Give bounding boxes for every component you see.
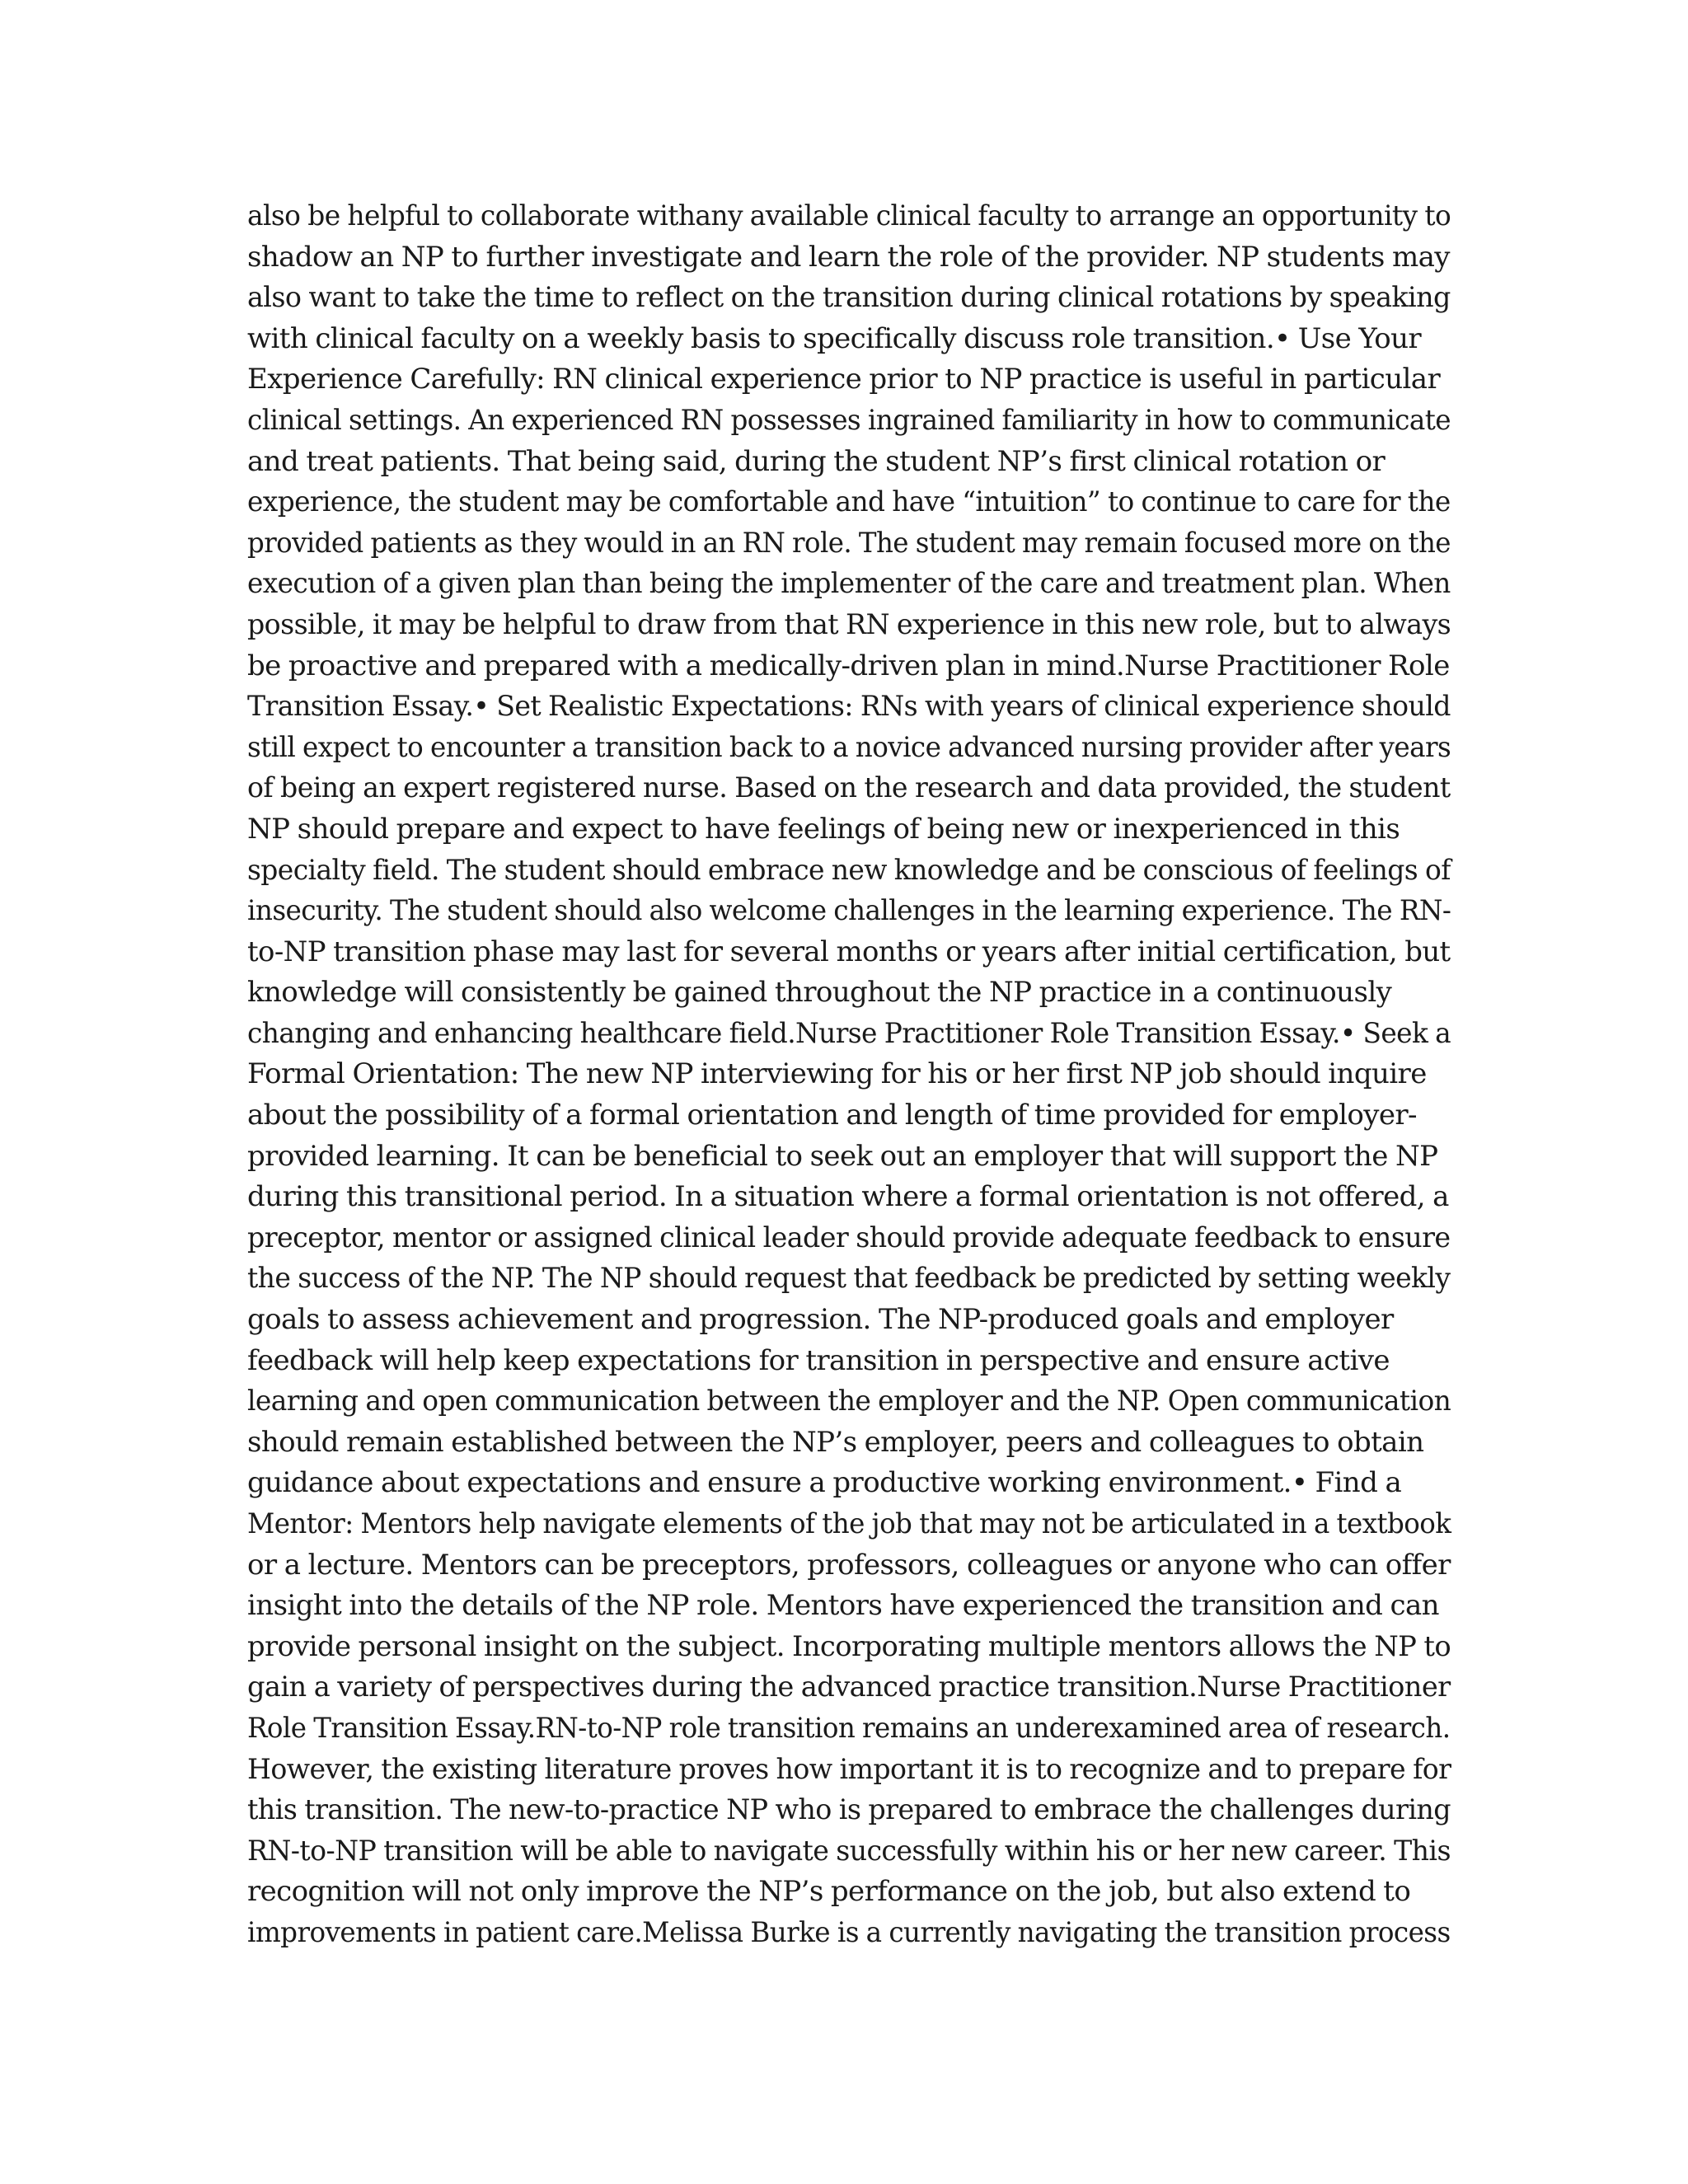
text-line: or a lecture. Mentors can be preceptors, professors, colleagues or anyone who can offer bbox=[247, 1548, 1451, 1582]
text-line: insight into the details of the NP role. Mentors have experienced the transition and can bbox=[247, 1589, 1439, 1623]
text-line: Formal Orientation: The new NP interviewing for his or her first NP job should inquire bbox=[247, 1057, 1427, 1091]
text-line: still expect to encounter a transition back to a novice advanced nursing provider after years bbox=[247, 730, 1451, 764]
text-line: Role Transition Essay.RN-to-NP role transition remains an underexamined area of research. bbox=[247, 1711, 1451, 1745]
text-line: and treat patients. That being said, during the student NP’s first clinical rotation or bbox=[247, 444, 1386, 478]
text-line: also want to take the time to reflect on the transition during clinical rotations by speaking bbox=[247, 281, 1451, 315]
text-line: improvements in patient care.Melissa Burke is a currently navigating the transition process bbox=[247, 1915, 1451, 1949]
text-line: Experience Carefully: RN clinical experience prior to NP practice is useful in particular bbox=[247, 363, 1441, 396]
text-line: about the possibility of a formal orientation and length of time provided for employer- bbox=[247, 1099, 1417, 1132]
text-line: also be helpful to collaborate withany available clinical faculty to arrange an opportunity to bbox=[247, 199, 1451, 232]
text-line: this transition. The new-to-practice NP who is prepared to embrace the challenges during bbox=[247, 1793, 1451, 1827]
text-line: Mentor: Mentors help navigate elements of the job that may not be articulated in a textbook bbox=[247, 1507, 1451, 1540]
text-line: preceptor, mentor or assigned clinical leader should provide adequate feedback to ensure bbox=[247, 1221, 1451, 1254]
text-line: clinical settings. An experienced RN possesses ingrained familiarity in how to communicate bbox=[247, 403, 1451, 437]
text-line: guidance about expectations and ensure a productive working environment.• Find a bbox=[247, 1466, 1402, 1500]
text-line: during this transitional period. In a situation where a formal orientation is not offered, a bbox=[247, 1180, 1449, 1214]
text-line: learning and open communication between the employer and the NP. Open communication bbox=[247, 1385, 1451, 1418]
text-line: should remain established between the NP’s employer, peers and colleagues to obtain bbox=[247, 1425, 1424, 1459]
text-line: specialty field. The student should embrace new knowledge and be conscious of feelings of bbox=[247, 853, 1451, 887]
text-line: RN-to-NP transition will be able to navigate successfully within his or her new career. This bbox=[247, 1834, 1451, 1868]
text-line: experience, the student may be comfortable and have “intuition” to continue to care for the bbox=[247, 485, 1451, 519]
text-line: execution of a given plan than being the implementer of the care and treatment plan. When bbox=[247, 567, 1451, 601]
text-line: feedback will help keep expectations for transition in perspective and ensure active bbox=[247, 1343, 1390, 1377]
text-line: provided patients as they would in an RN role. The student may remain focused more on the bbox=[247, 526, 1451, 560]
text-line: of being an expert registered nurse. Based on the research and data provided, the student bbox=[247, 771, 1451, 805]
text-line: goals to assess achievement and progression. The NP-produced goals and employer bbox=[247, 1303, 1394, 1337]
text-line: the success of the NP. The NP should request that feedback be predicted by setting weekly bbox=[247, 1262, 1451, 1296]
text-line: to-NP transition phase may last for several months or years after initial certification, but bbox=[247, 935, 1451, 968]
text-line: insecurity. The student should also welcome challenges in the learning experience. The RN- bbox=[247, 894, 1451, 928]
text-line: be proactive and prepared with a medically-driven plan in mind.Nurse Practitioner Role bbox=[247, 649, 1450, 682]
text-line: gain a variety of perspectives during the advanced practice transition.Nurse Practitioner bbox=[247, 1671, 1451, 1704]
text-line: with clinical faculty on a weekly basis to specifically discuss role transition.• Use Your bbox=[247, 321, 1422, 355]
text-line: However, the existing literature proves how important it is to recognize and to prepare for bbox=[247, 1752, 1451, 1786]
text-line: Transition Essay.• Set Realistic Expectations: RNs with years of clinical experience should bbox=[247, 690, 1451, 724]
text-line: recognition will not only improve the NP’s performance on the job, but also extend to bbox=[247, 1875, 1411, 1909]
body-paragraph bbox=[247, 196, 1451, 1954]
text-line: shadow an NP to further investigate and learn the role of the provider. NP students may bbox=[247, 240, 1450, 274]
text-line: changing and enhancing healthcare field.Nurse Practitioner Role Transition Essay.• Seek a bbox=[247, 1016, 1451, 1050]
text-line: possible, it may be helpful to draw from that RN experience in this new role, but to always bbox=[247, 607, 1451, 641]
text-line: provided learning. It can be beneficial to seek out an employer that will support the NP bbox=[247, 1139, 1438, 1173]
text-line: NP should prepare and expect to have feelings of being new or inexperienced in this bbox=[247, 812, 1400, 846]
text-line: knowledge will consistently be gained throughout the NP practice in a continuously bbox=[247, 976, 1392, 1010]
text-line: provide personal insight on the subject. Incorporating multiple mentors allows the NP to bbox=[247, 1629, 1451, 1663]
